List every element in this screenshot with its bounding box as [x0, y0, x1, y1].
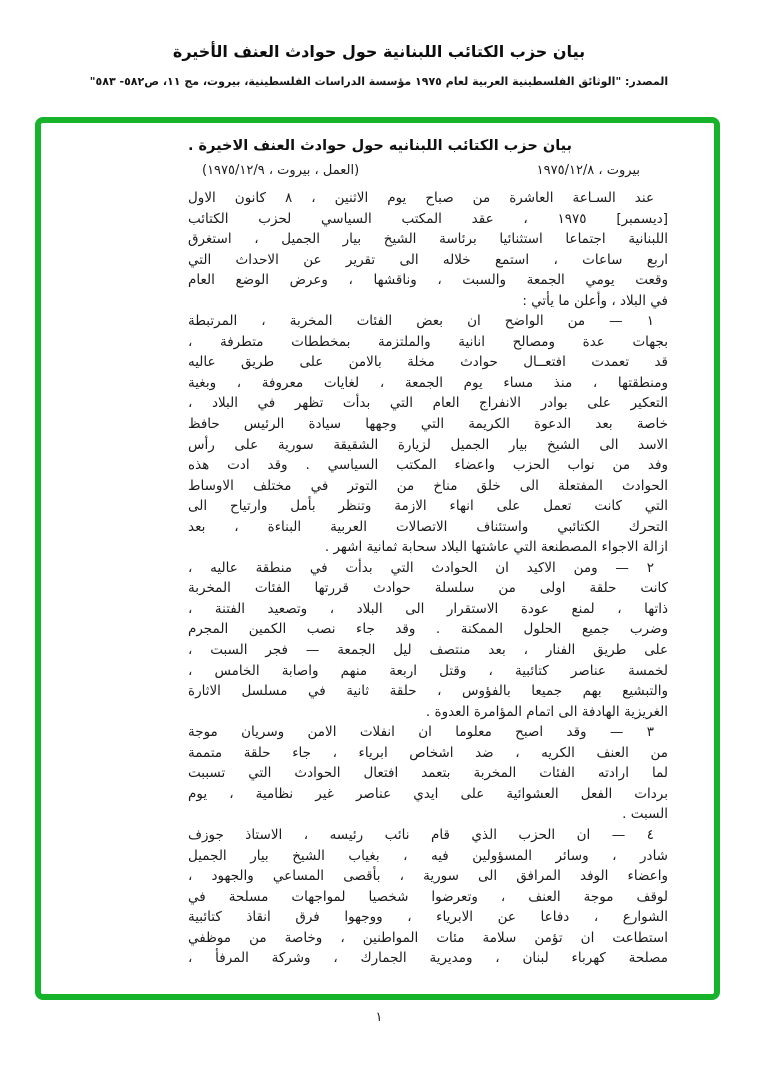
text-line: ١ — من الواضح ان بعض الفئات المخربة ، المرتبطة: [188, 313, 654, 330]
text-line: الشوارع ، دفاعا عن الابرياء ، ووجهوا فرق انقاذ كتائبية: [188, 909, 668, 926]
text-line: ومنطقتها ، منذ مساء يوم الجمعة ، لغايات معروفة ، وبغية: [188, 374, 668, 391]
dateline-place-date: بيروت ، ١٩٧٥/١٢/٨: [536, 163, 640, 178]
text-line: وضرب جميع الحلول الممكنة . وقد جاء نصب الكمين المجرم: [188, 621, 668, 638]
text-line: وقعت يومي الجمعة والسبت ، وناقشها ، وعرض الوضع العام: [188, 272, 668, 289]
text-line: لوقف موجة العنف ، وتعرضوا شخصيا لمواجهات مسلحة في: [188, 888, 668, 905]
text-line: على طريق الفنار ، بعد منتصف ليل الجمعة — فجر السبت ،: [188, 642, 668, 659]
text-line: اربع ساعات ، استمع خلاله الى تقرير عن الاحداث التي: [188, 251, 668, 268]
text-line: [ديسمبر] ١٩٧٥ ، عقد المكتب السياسي لحزب الكتائب: [188, 210, 668, 227]
text-line: لما ارادته الفئات المخربة بتعمد افتعال الحوادث التي تسببت: [188, 765, 668, 782]
text-line: مصلحة كهرباء لبنان ، ومديرية الجمارك ، وشركة المرفأ ،: [188, 950, 668, 967]
text-line: ٣ — وقد اصبح معلوما ان انفلات الامن وسريان موجة: [188, 724, 654, 741]
paragraph: [188, 188, 668, 311]
text-line: ٢ — ومن الاكيد ان الحوادث التي بدأت في منطقة عاليه ،: [188, 559, 654, 576]
source-caption: المصدر: "الوثائق الفلسطينية العربية لعام ١٩٧٥ مؤسسة الدراسات الفلسطينية، بيروت، مج ١١، ص٥٨٢- ٥٨٣": [89, 75, 669, 88]
text-line: عند السـاعة العاشرة من صباح يوم الاثنين ، ٨ كانون الاول: [188, 190, 654, 206]
text-line: خاصة بعد الدعوة الكريمة التي وجهها سيادة الرئيس حافظ: [188, 416, 668, 433]
text-line: كانت حلقة اولى من سلسلة حوادث قررتها الفئات المخربة: [188, 580, 668, 597]
text-line: الحوادث المفتعلة الى خلق مناخ من التوتر في مختلف الاوساط: [188, 477, 668, 494]
text-line: شادر ، وسائر المسؤولين فيه ، بغياب الشيخ بيار الجميل: [188, 847, 668, 864]
text-line: والتبشيع بهم جميعا بالفؤوس ، حلقة ثانية في مسلسل الاثارة: [188, 683, 668, 700]
text-line: واعضاء الوفد المرافق الى سورية ، بأقصى المساعي والجهود ،: [188, 868, 668, 885]
text-line: لخمسة عناصر كتائبية ، وقتل اربعة منهم واصابة الخامس ،: [188, 662, 668, 679]
text-line: قد تعمدت افتعــال حوادث مخلة بالامن على طريق عاليه: [188, 354, 668, 371]
paragraph: [188, 722, 668, 825]
text-line: استطاعت ان تؤمن سلامة مئات المواطنين ، وخاصة من موظفي: [188, 929, 668, 946]
dateline-source-ref: (العمل ، بيروت ، ١٩٧٥/١٢/٩): [202, 163, 360, 178]
text-line: التي كانت تعمل على انهاء الازمة وتنظر بأمل وارتياح الى: [188, 498, 668, 515]
text-line: بردات الفعل العشوائية على ايدي عناصر غير نظامية ، يوم: [188, 785, 668, 802]
document-body: [188, 188, 668, 969]
document-title: بيان حزب الكتائب اللبنانيه حول حوادث العنف الاخيرة .: [187, 138, 572, 154]
text-line: السبت .: [622, 806, 668, 823]
page-title: بيان حزب الكتائب اللبنانية حول حوادث العنف الأخيرة: [172, 42, 586, 61]
paragraph: [188, 825, 668, 969]
text-line: ذاتها ، لمنع عودة الاستقرار الى البلاد ، وتصعيد الفتنة ،: [188, 600, 668, 617]
text-line: الاسد الى الشيخ بيار الجميل لزيارة الشقيقة سورية على رأس: [188, 436, 668, 453]
text-line: ازالة الاجواء المصطنعة التي عاشتها البلاد سحابة ثمانية اشهر .: [324, 539, 668, 556]
text-line: ٤ — ان الحزب الذي قام نائب رئيسه ، الاستاذ جوزف: [188, 826, 654, 843]
document-scan: [41, 123, 714, 969]
dateline: [202, 163, 640, 178]
text-line: وفد من نواب الحزب واعضاء المكتب السياسي . وقد ادت هذه: [188, 457, 668, 474]
text-line: التحرك الكتائبي واستئناف الاتصالات العربية البناءة ، بعد: [188, 518, 668, 535]
text-line: الغريزية الهادفة الى اتمام المؤامرة العدوة .: [425, 703, 668, 720]
text-line: بجهات عدة ومصالح انانية والملتزمة بمخططات متطرفة ،: [188, 333, 668, 350]
text-line: من العنف الكريه ، ضد اشخاص ابرياء ، جاء حلقة متممة: [188, 744, 668, 761]
highlight-frame: [35, 117, 720, 1000]
paragraph: [188, 311, 668, 558]
paragraph: [188, 558, 668, 722]
text-line: التعكير على بوادر الانفراج العام التي بدأت تظهر في البلاد ،: [188, 395, 668, 412]
text-line: اللبنانية اجتماعا استثنائيا برئاسة الشيخ بيار الجميل ، استغرق: [188, 231, 668, 248]
page-number: ١: [375, 1010, 383, 1025]
text-line: في البلاد ، وأعلن ما يأتي :: [522, 292, 668, 309]
